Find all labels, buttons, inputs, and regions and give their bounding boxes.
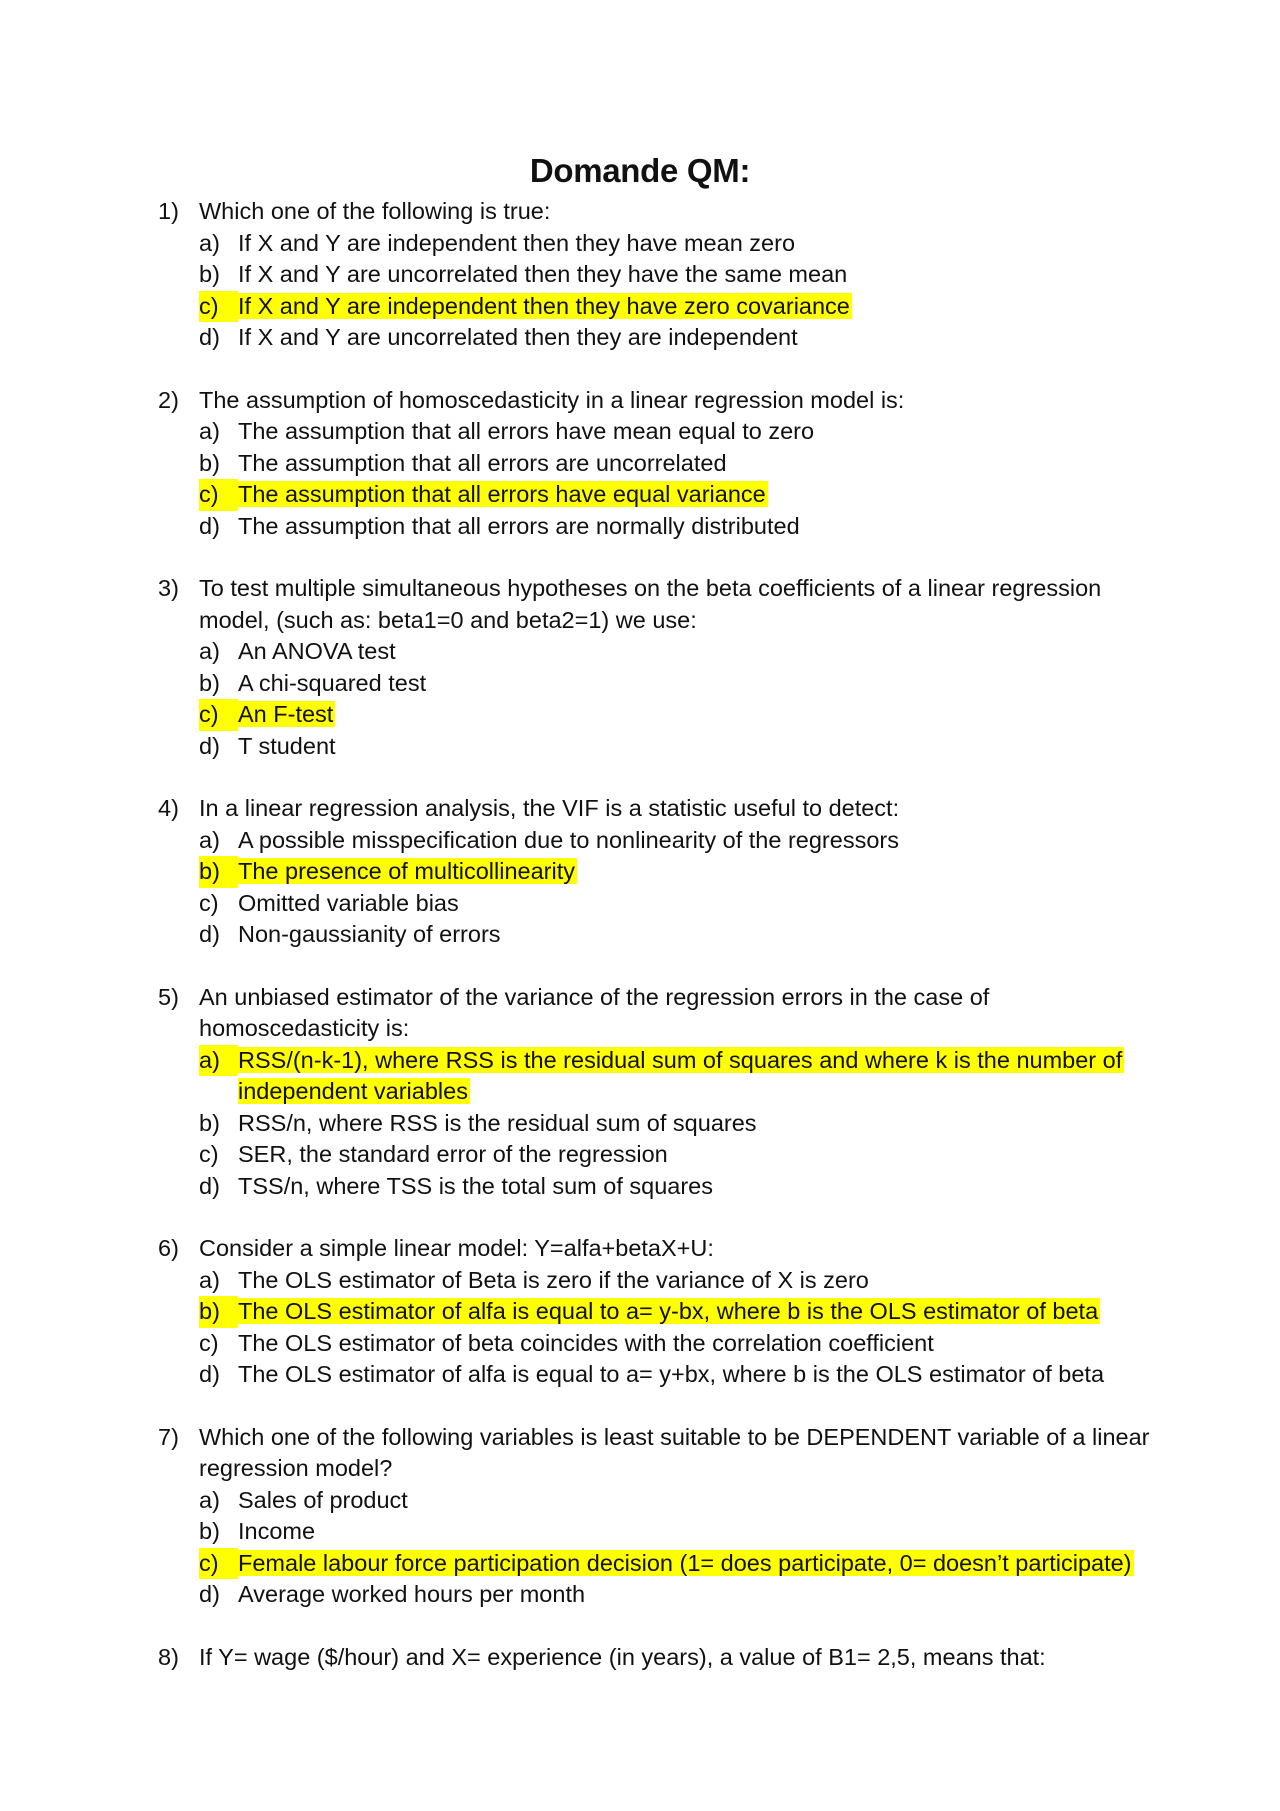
option-label: a) (199, 1266, 220, 1293)
option-text: The assumption that all errors are uncorrelated (238, 449, 727, 476)
question-text: Which one of the following variables is least suitable to be DEPENDENT variable of a linear regression model? (199, 1423, 1150, 1481)
option-text: Omitted variable bias (238, 889, 459, 916)
option-text: Non-gaussianity of errors (238, 921, 501, 947)
question-stem (158, 196, 1158, 228)
option-label: a) (199, 826, 220, 853)
option-label: a) (199, 638, 220, 664)
question-list (158, 196, 1158, 1704)
question-stem (158, 1233, 1158, 1265)
question-number: 7) (158, 1423, 179, 1450)
option-label: d) (199, 1581, 220, 1607)
question-4 (158, 793, 1158, 951)
highlighted-answer-text: If X and Y are independent then they have zero covariance (238, 292, 850, 319)
option-a (199, 416, 1158, 448)
option-label: a) (199, 1045, 238, 1077)
option-label: b) (199, 1109, 220, 1136)
question-text: If Y= wage ($/hour) and X= experience (in years), a value of B1= 2,5, means that: (199, 1643, 1046, 1670)
question-stem (158, 1642, 1158, 1674)
option-label: b) (199, 449, 220, 476)
option-text: If X and Y are uncorrelated then they have the same mean (238, 261, 848, 287)
option-b (199, 1296, 1158, 1328)
question-number: 6) (158, 1235, 179, 1261)
option-text: The OLS estimator of beta coincides with the correlation coefficient (238, 1329, 934, 1356)
option-label: d) (199, 324, 220, 350)
question-number: 3) (158, 575, 179, 601)
question-stem (158, 982, 1158, 1045)
option-label: b) (199, 1518, 220, 1544)
option-label: d) (199, 1172, 220, 1199)
option-d (199, 1579, 1158, 1611)
option-list (158, 1045, 1158, 1203)
highlighted-answer-text: An F-test (238, 701, 334, 727)
option-b (199, 856, 1158, 888)
option-label: d) (199, 512, 220, 539)
question-number: 5) (158, 983, 179, 1010)
option-label: b) (199, 669, 220, 696)
question-number: 2) (158, 386, 179, 413)
option-label: c) (199, 291, 238, 323)
option-label: b) (199, 261, 220, 287)
option-b (199, 1516, 1158, 1548)
question-text: Consider a simple linear model: Y=alfa+betaX+U: (199, 1235, 714, 1261)
option-label: d) (199, 921, 220, 947)
option-c (199, 888, 1158, 920)
option-text: If X and Y are independent then they have mean zero (238, 229, 796, 256)
option-text: Sales of product (238, 1486, 408, 1513)
option-text: An ANOVA test (238, 638, 396, 664)
option-list (158, 636, 1158, 762)
question-6 (158, 1233, 1158, 1391)
question-8 (158, 1642, 1158, 1674)
option-list (158, 1265, 1158, 1391)
option-a (199, 636, 1158, 668)
question-text: In a linear regression analysis, the VIF is a statistic useful to detect: (199, 795, 900, 821)
option-label: b) (199, 856, 238, 888)
highlighted-answer-text: The presence of multicollinearity (238, 858, 575, 884)
question-text: An unbiased estimator of the variance of the regression errors in the case of homoscedasticity is: (199, 983, 990, 1041)
option-a (199, 228, 1158, 260)
option-c (199, 1139, 1158, 1171)
option-d (199, 1171, 1158, 1203)
option-text: RSS/n, where RSS is the residual sum of squares (238, 1109, 757, 1136)
option-c (199, 699, 1158, 731)
option-label: c) (199, 479, 238, 511)
option-a (199, 1265, 1158, 1297)
question-text: To test multiple simultaneous hypotheses on the beta coefficients of a linear regression model, (such as: beta1=0 and beta2=1) we use: (199, 575, 1102, 633)
option-list (158, 228, 1158, 354)
option-b (199, 259, 1158, 291)
page-title: Domande QM: (529, 152, 751, 189)
option-d (199, 322, 1158, 354)
option-text: TSS/n, where TSS is the total sum of squares (238, 1172, 714, 1199)
question-stem (158, 793, 1158, 825)
option-text: The assumption that all errors are normally distributed (238, 512, 800, 539)
option-b (199, 448, 1158, 480)
option-label: c) (199, 889, 219, 916)
option-label: a) (199, 229, 220, 256)
option-a (199, 1485, 1158, 1517)
highlighted-answer-text: The OLS estimator of alfa is equal to a= y-bx, where b is the OLS estimator of beta (238, 1298, 1099, 1324)
option-text: If X and Y are uncorrelated then they are independent (238, 324, 798, 350)
option-list (158, 1485, 1158, 1611)
option-label: c) (199, 1329, 219, 1356)
option-text: T student (238, 732, 336, 759)
option-text: A chi-squared test (238, 669, 427, 696)
highlighted-answer-text: Female labour force participation decision (1= does participate, 0= doesn’t participate) (238, 1549, 1132, 1576)
option-label: a) (199, 1486, 220, 1513)
question-5 (158, 982, 1158, 1203)
option-label: c) (199, 1141, 219, 1167)
option-label: c) (199, 1548, 238, 1580)
option-d (199, 1359, 1158, 1391)
highlighted-answer-text: The assumption that all errors have equal variance (238, 481, 766, 507)
option-c (199, 479, 1158, 511)
option-label: d) (199, 1361, 220, 1387)
option-b (199, 1108, 1158, 1140)
question-number: 1) (158, 198, 179, 224)
option-text: SER, the standard error of the regression (238, 1141, 668, 1167)
option-b (199, 668, 1158, 700)
option-a (199, 1045, 1158, 1108)
option-text: The assumption that all errors have mean equal to zero (238, 418, 815, 444)
option-label: d) (199, 732, 220, 759)
option-c (199, 291, 1158, 323)
option-list (158, 825, 1158, 951)
option-c (199, 1328, 1158, 1360)
question-7 (158, 1422, 1158, 1611)
option-text: Average worked hours per month (238, 1581, 586, 1607)
option-text: Income (238, 1518, 316, 1544)
question-text: Which one of the following is true: (199, 198, 551, 224)
option-d (199, 731, 1158, 763)
question-stem (158, 1422, 1158, 1485)
option-label: b) (199, 1296, 238, 1328)
option-d (199, 511, 1158, 543)
option-list (158, 416, 1158, 542)
question-3 (158, 573, 1158, 762)
question-stem (158, 385, 1158, 417)
option-label: c) (199, 699, 238, 731)
option-a (199, 825, 1158, 857)
option-text: The OLS estimator of alfa is equal to a= y+bx, where b is the OLS estimator of beta (238, 1361, 1105, 1387)
option-label: a) (199, 418, 220, 444)
question-number: 4) (158, 795, 179, 821)
option-text: The OLS estimator of Beta is zero if the variance of X is zero (238, 1266, 869, 1293)
question-number: 8) (158, 1643, 179, 1670)
highlighted-answer-text: RSS/(n-k-1), where RSS is the residual sum of squares and where k is the number of independent variables (238, 1046, 1123, 1104)
question-2 (158, 385, 1158, 543)
option-d (199, 919, 1158, 951)
option-text: A possible misspecification due to nonlinearity of the regressors (238, 826, 899, 853)
question-text: The assumption of homoscedasticity in a linear regression model is: (199, 386, 905, 413)
question-1 (158, 196, 1158, 354)
question-stem (158, 573, 1158, 636)
option-c (199, 1548, 1158, 1580)
